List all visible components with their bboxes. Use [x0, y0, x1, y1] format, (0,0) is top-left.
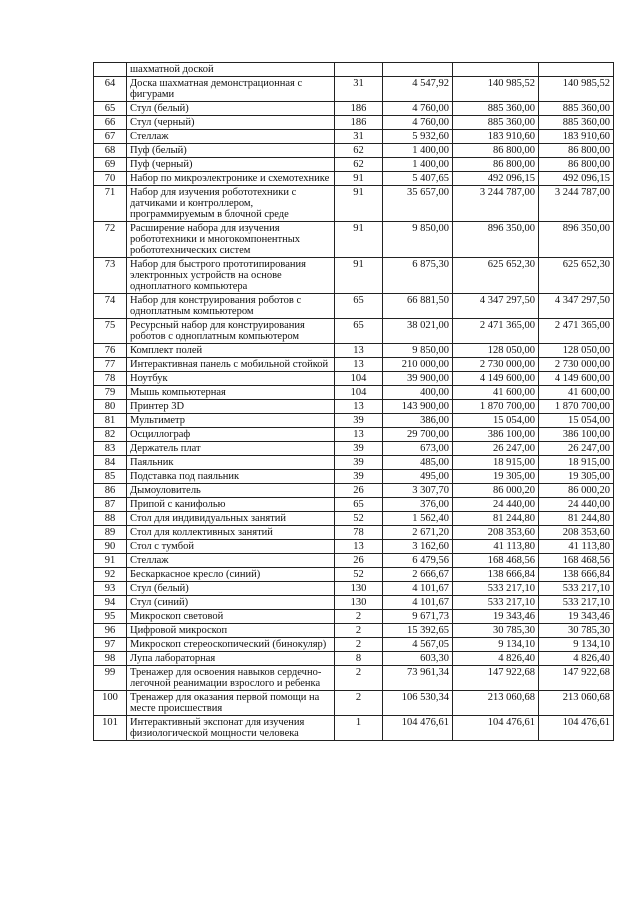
table-row	[94, 526, 614, 540]
item-name: Микроскоп стереоскопический (бинокуляр)	[127, 638, 335, 652]
table-row	[94, 456, 614, 470]
table-row	[94, 358, 614, 372]
item-quantity: 8	[335, 652, 383, 666]
item-name: Микроскоп световой	[127, 610, 335, 624]
row-number: 94	[94, 596, 127, 610]
item-name: Стол для индивидуальных занятий	[127, 512, 335, 526]
item-price: 386,00	[383, 414, 453, 428]
row-number: 98	[94, 652, 127, 666]
table-row	[94, 716, 614, 741]
item-name: Мультиметр	[127, 414, 335, 428]
item-total: 168 468,56	[539, 554, 614, 568]
table-row	[94, 666, 614, 691]
item-sum	[453, 63, 539, 77]
item-name: Мышь компьютерная	[127, 386, 335, 400]
item-sum: 86 800,00	[453, 158, 539, 172]
item-total: 15 054,00	[539, 414, 614, 428]
item-name: Доска шахматная демонстрационная с фигурами	[127, 77, 335, 102]
item-quantity: 62	[335, 158, 383, 172]
item-sum: 19 305,00	[453, 470, 539, 484]
item-sum: 41 600,00	[453, 386, 539, 400]
item-quantity: 1	[335, 716, 383, 741]
item-total: 19 305,00	[539, 470, 614, 484]
row-number: 100	[94, 691, 127, 716]
item-total: 2 471 365,00	[539, 319, 614, 344]
item-sum: 208 353,60	[453, 526, 539, 540]
item-price: 4 760,00	[383, 102, 453, 116]
item-name: Набор для быстрого прототипирования электронных устройств на основе одноплатного компьютера	[127, 258, 335, 294]
item-sum: 183 910,60	[453, 130, 539, 144]
item-sum: 147 922,68	[453, 666, 539, 691]
item-name: Держатель плат	[127, 442, 335, 456]
row-number: 91	[94, 554, 127, 568]
table-row	[94, 186, 614, 222]
item-quantity: 65	[335, 319, 383, 344]
item-sum: 18 915,00	[453, 456, 539, 470]
item-name: Интерактивный экспонат для изучения физиологической мощности человека	[127, 716, 335, 741]
table-row	[94, 63, 614, 77]
table-row	[94, 498, 614, 512]
item-name: Набор для конструирования роботов с одноплатным компьютером	[127, 294, 335, 319]
item-sum: 533 217,10	[453, 596, 539, 610]
table-row	[94, 652, 614, 666]
item-total: 41 600,00	[539, 386, 614, 400]
item-name: Стеллаж	[127, 554, 335, 568]
item-quantity: 2	[335, 624, 383, 638]
row-number: 79	[94, 386, 127, 400]
table-row	[94, 470, 614, 484]
item-price: 4 547,92	[383, 77, 453, 102]
item-total: 26 247,00	[539, 442, 614, 456]
item-quantity: 52	[335, 568, 383, 582]
item-sum: 104 476,61	[453, 716, 539, 741]
row-number: 70	[94, 172, 127, 186]
item-sum: 19 343,46	[453, 610, 539, 624]
table-row	[94, 222, 614, 258]
table-row	[94, 596, 614, 610]
item-sum: 168 468,56	[453, 554, 539, 568]
item-price: 66 881,50	[383, 294, 453, 319]
item-quantity: 39	[335, 470, 383, 484]
item-price: 376,00	[383, 498, 453, 512]
item-name: Стол для коллективных занятий	[127, 526, 335, 540]
item-name: Бескаркасное кресло (синий)	[127, 568, 335, 582]
item-quantity: 13	[335, 540, 383, 554]
item-quantity: 91	[335, 258, 383, 294]
item-quantity	[335, 63, 383, 77]
item-sum: 86 000,20	[453, 484, 539, 498]
item-quantity: 62	[335, 144, 383, 158]
item-sum: 533 217,10	[453, 582, 539, 596]
item-name: Припой с канифолью	[127, 498, 335, 512]
item-name: Ноутбук	[127, 372, 335, 386]
item-quantity: 2	[335, 666, 383, 691]
table-row	[94, 638, 614, 652]
item-sum: 885 360,00	[453, 116, 539, 130]
item-total: 140 985,52	[539, 77, 614, 102]
item-sum: 86 800,00	[453, 144, 539, 158]
item-total: 885 360,00	[539, 102, 614, 116]
item-price: 1 400,00	[383, 158, 453, 172]
item-sum: 26 247,00	[453, 442, 539, 456]
item-quantity: 31	[335, 77, 383, 102]
item-price: 39 900,00	[383, 372, 453, 386]
item-total: 625 652,30	[539, 258, 614, 294]
item-name: Стол с тумбой	[127, 540, 335, 554]
item-quantity: 78	[335, 526, 383, 540]
item-quantity: 2	[335, 691, 383, 716]
row-number: 64	[94, 77, 127, 102]
row-number: 73	[94, 258, 127, 294]
item-price: 2 666,67	[383, 568, 453, 582]
item-sum: 1 870 700,00	[453, 400, 539, 414]
table-row	[94, 294, 614, 319]
item-sum: 24 440,00	[453, 498, 539, 512]
row-number: 97	[94, 638, 127, 652]
item-total: 885 360,00	[539, 116, 614, 130]
item-name: Дымоуловитель	[127, 484, 335, 498]
item-total: 213 060,68	[539, 691, 614, 716]
row-number: 90	[94, 540, 127, 554]
item-name: Набор для изучения робототехники с датчиками и контроллером, программируемым в блочной среде	[127, 186, 335, 222]
item-name: Стул (синий)	[127, 596, 335, 610]
item-sum: 625 652,30	[453, 258, 539, 294]
item-name: Стул (белый)	[127, 582, 335, 596]
table-row	[94, 554, 614, 568]
table-row	[94, 116, 614, 130]
item-sum: 213 060,68	[453, 691, 539, 716]
table-row	[94, 442, 614, 456]
item-total: 4 347 297,50	[539, 294, 614, 319]
row-number: 66	[94, 116, 127, 130]
item-price: 9 850,00	[383, 344, 453, 358]
item-quantity: 65	[335, 498, 383, 512]
table-row	[94, 130, 614, 144]
row-number: 82	[94, 428, 127, 442]
table-row	[94, 77, 614, 102]
item-quantity: 91	[335, 172, 383, 186]
item-price: 104 476,61	[383, 716, 453, 741]
item-quantity: 26	[335, 484, 383, 498]
item-total: 1 870 700,00	[539, 400, 614, 414]
item-total: 533 217,10	[539, 596, 614, 610]
item-total: 147 922,68	[539, 666, 614, 691]
table-row	[94, 158, 614, 172]
item-sum: 2 471 365,00	[453, 319, 539, 344]
item-name: Тренажер для освоения навыков сердечно-легочной реанимации взрослого и ребенка	[127, 666, 335, 691]
item-sum: 41 113,80	[453, 540, 539, 554]
item-name: Пуф (белый)	[127, 144, 335, 158]
item-total: 4 826,40	[539, 652, 614, 666]
item-sum: 15 054,00	[453, 414, 539, 428]
item-name: Подставка под паяльник	[127, 470, 335, 484]
item-sum: 4 826,40	[453, 652, 539, 666]
item-quantity: 52	[335, 512, 383, 526]
item-name: Стул (белый)	[127, 102, 335, 116]
item-price: 15 392,65	[383, 624, 453, 638]
item-quantity: 13	[335, 400, 383, 414]
table-row	[94, 102, 614, 116]
row-number: 76	[94, 344, 127, 358]
item-sum: 4 149 600,00	[453, 372, 539, 386]
item-total: 86 000,20	[539, 484, 614, 498]
item-quantity: 186	[335, 116, 383, 130]
item-total: 24 440,00	[539, 498, 614, 512]
equipment-table	[93, 62, 614, 741]
item-price: 6 875,30	[383, 258, 453, 294]
row-number: 78	[94, 372, 127, 386]
item-total: 104 476,61	[539, 716, 614, 741]
item-price: 35 657,00	[383, 186, 453, 222]
item-quantity: 186	[335, 102, 383, 116]
item-sum: 81 244,80	[453, 512, 539, 526]
row-number: 65	[94, 102, 127, 116]
item-sum: 885 360,00	[453, 102, 539, 116]
item-total: 208 353,60	[539, 526, 614, 540]
item-name: Стеллаж	[127, 130, 335, 144]
item-quantity: 13	[335, 344, 383, 358]
item-total: 2 730 000,00	[539, 358, 614, 372]
item-price: 495,00	[383, 470, 453, 484]
row-number: 74	[94, 294, 127, 319]
row-number: 72	[94, 222, 127, 258]
item-name: Осциллограф	[127, 428, 335, 442]
row-number: 92	[94, 568, 127, 582]
row-number: 87	[94, 498, 127, 512]
item-name: Ресурсный набор для конструирования роботов с одноплатным компьютером	[127, 319, 335, 344]
row-number: 99	[94, 666, 127, 691]
table-row	[94, 400, 614, 414]
item-quantity: 31	[335, 130, 383, 144]
item-name: Стул (черный)	[127, 116, 335, 130]
row-number: 81	[94, 414, 127, 428]
row-number: 80	[94, 400, 127, 414]
item-price: 210 000,00	[383, 358, 453, 372]
item-quantity: 91	[335, 222, 383, 258]
item-price: 38 021,00	[383, 319, 453, 344]
table-row	[94, 582, 614, 596]
item-quantity: 130	[335, 596, 383, 610]
item-total: 128 050,00	[539, 344, 614, 358]
row-number: 67	[94, 130, 127, 144]
item-quantity: 130	[335, 582, 383, 596]
table-row	[94, 428, 614, 442]
item-sum: 386 100,00	[453, 428, 539, 442]
table-row	[94, 258, 614, 294]
item-sum: 492 096,15	[453, 172, 539, 186]
item-total: 183 910,60	[539, 130, 614, 144]
item-quantity: 104	[335, 386, 383, 400]
item-price: 673,00	[383, 442, 453, 456]
item-name: Паяльник	[127, 456, 335, 470]
item-price: 3 307,70	[383, 484, 453, 498]
item-price: 73 961,34	[383, 666, 453, 691]
item-name: Набор по микроэлектронике и схемотехнике	[127, 172, 335, 186]
item-total: 386 100,00	[539, 428, 614, 442]
item-total: 18 915,00	[539, 456, 614, 470]
item-price: 4 101,67	[383, 582, 453, 596]
item-price: 4 567,05	[383, 638, 453, 652]
row-number: 95	[94, 610, 127, 624]
item-price: 3 162,60	[383, 540, 453, 554]
item-sum: 138 666,84	[453, 568, 539, 582]
item-price: 1 400,00	[383, 144, 453, 158]
item-sum: 3 244 787,00	[453, 186, 539, 222]
item-total: 9 134,10	[539, 638, 614, 652]
item-sum: 9 134,10	[453, 638, 539, 652]
table-row	[94, 568, 614, 582]
table-row	[94, 144, 614, 158]
item-price	[383, 63, 453, 77]
row-number: 101	[94, 716, 127, 741]
item-total: 138 666,84	[539, 568, 614, 582]
item-sum: 128 050,00	[453, 344, 539, 358]
item-quantity: 2	[335, 638, 383, 652]
item-sum: 30 785,30	[453, 624, 539, 638]
item-total: 19 343,46	[539, 610, 614, 624]
item-name: Тренажер для оказания первой помощи на месте происшествия	[127, 691, 335, 716]
row-number: 83	[94, 442, 127, 456]
table-row	[94, 691, 614, 716]
item-quantity: 91	[335, 186, 383, 222]
item-quantity: 13	[335, 358, 383, 372]
row-number: 84	[94, 456, 127, 470]
row-number: 85	[94, 470, 127, 484]
item-price: 603,30	[383, 652, 453, 666]
item-total: 492 096,15	[539, 172, 614, 186]
item-total: 896 350,00	[539, 222, 614, 258]
table-row	[94, 386, 614, 400]
item-quantity: 39	[335, 456, 383, 470]
item-price: 143 900,00	[383, 400, 453, 414]
row-number: 86	[94, 484, 127, 498]
item-total: 30 785,30	[539, 624, 614, 638]
item-price: 400,00	[383, 386, 453, 400]
item-name: Принтер 3D	[127, 400, 335, 414]
row-number: 69	[94, 158, 127, 172]
equipment-table-body	[94, 63, 614, 741]
item-name: Цифровой микроскоп	[127, 624, 335, 638]
item-total: 86 800,00	[539, 144, 614, 158]
table-row	[94, 540, 614, 554]
item-quantity: 39	[335, 414, 383, 428]
row-number: 71	[94, 186, 127, 222]
row-number: 88	[94, 512, 127, 526]
item-price: 9 671,73	[383, 610, 453, 624]
item-name: Лупа лабораторная	[127, 652, 335, 666]
item-name: Интерактивная панель с мобильной стойкой	[127, 358, 335, 372]
item-name: шахматной доской	[127, 63, 335, 77]
item-total: 86 800,00	[539, 158, 614, 172]
item-name: Комплект полей	[127, 344, 335, 358]
row-number: 77	[94, 358, 127, 372]
item-name: Расширение набора для изучения робототехники и многокомпонентных робототехнических систем	[127, 222, 335, 258]
item-price: 106 530,34	[383, 691, 453, 716]
item-price: 9 850,00	[383, 222, 453, 258]
row-number: 89	[94, 526, 127, 540]
table-row	[94, 624, 614, 638]
item-total: 41 113,80	[539, 540, 614, 554]
item-total: 3 244 787,00	[539, 186, 614, 222]
row-number: 68	[94, 144, 127, 158]
item-sum: 140 985,52	[453, 77, 539, 102]
row-number	[94, 63, 127, 77]
table-row	[94, 610, 614, 624]
item-quantity: 26	[335, 554, 383, 568]
table-row	[94, 344, 614, 358]
table-row	[94, 484, 614, 498]
item-total: 4 149 600,00	[539, 372, 614, 386]
item-quantity: 2	[335, 610, 383, 624]
item-name: Пуф (черный)	[127, 158, 335, 172]
item-quantity: 13	[335, 428, 383, 442]
item-quantity: 65	[335, 294, 383, 319]
item-quantity: 39	[335, 442, 383, 456]
item-price: 29 700,00	[383, 428, 453, 442]
item-price: 5 932,60	[383, 130, 453, 144]
item-sum: 896 350,00	[453, 222, 539, 258]
item-total	[539, 63, 614, 77]
table-row	[94, 372, 614, 386]
table-row	[94, 319, 614, 344]
item-quantity: 104	[335, 372, 383, 386]
item-price: 6 479,56	[383, 554, 453, 568]
table-row	[94, 512, 614, 526]
item-price: 2 671,20	[383, 526, 453, 540]
item-total: 533 217,10	[539, 582, 614, 596]
item-price: 4 760,00	[383, 116, 453, 130]
table-row	[94, 172, 614, 186]
item-price: 1 562,40	[383, 512, 453, 526]
row-number: 96	[94, 624, 127, 638]
item-price: 485,00	[383, 456, 453, 470]
item-price: 5 407,65	[383, 172, 453, 186]
table-row	[94, 414, 614, 428]
row-number: 93	[94, 582, 127, 596]
row-number: 75	[94, 319, 127, 344]
item-sum: 2 730 000,00	[453, 358, 539, 372]
item-price: 4 101,67	[383, 596, 453, 610]
item-total: 81 244,80	[539, 512, 614, 526]
item-sum: 4 347 297,50	[453, 294, 539, 319]
